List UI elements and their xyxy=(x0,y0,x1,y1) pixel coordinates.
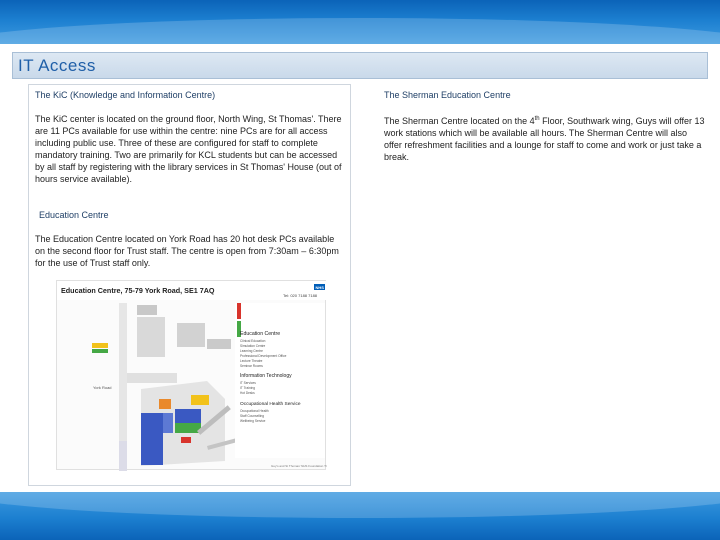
legend-section-2-line-1: IT Services xyxy=(240,381,256,385)
legend-section-1-title: Education Centre xyxy=(240,331,281,337)
sherman-heading: The Sherman Education Centre xyxy=(384,90,511,100)
sherman-superscript: th xyxy=(534,116,540,122)
legend-section-1-line-4: Professional Development Office xyxy=(240,354,287,358)
legend-section-2-line-3: Hot Desks xyxy=(240,391,255,395)
sherman-text-part-1: The Sherman Centre located on the 4 xyxy=(384,116,535,126)
legend-tab-red xyxy=(237,303,241,319)
wing-green xyxy=(175,423,201,433)
wing-blue xyxy=(175,409,201,423)
sherman-text-part-2: Floor, Southwark wing, Guys will offer 13 work stations which will be available all hours. The Sherman Centre will also offer refreshment facilities and a lounge for staff to come and work or just take a break. xyxy=(384,116,705,162)
block-grey-3 xyxy=(177,323,205,347)
sherman-description xyxy=(384,113,706,163)
legend-section-3-line-2: Staff Counselling xyxy=(240,414,265,418)
block-grey-1 xyxy=(137,305,157,315)
header-band xyxy=(0,0,720,44)
block-grey-4 xyxy=(207,339,231,349)
education-centre-heading: Education Centre xyxy=(39,210,109,220)
wing-red xyxy=(181,437,191,443)
wing-yellow xyxy=(191,395,209,405)
legend-section-2-title: Information Technology xyxy=(240,373,292,379)
legend-section-1-line-5: Lecture Theatre xyxy=(240,359,263,363)
education-centre-description: The Education Centre located on York Road has 20 hot desk PCs available on the second floor for Trust staff. The centre is open from 7:30am – 6:30pm for the use of Trust staff only. xyxy=(35,234,339,268)
education-block-blue xyxy=(141,413,163,465)
legend-section-1-line-6: Seminar Rooms xyxy=(240,364,263,368)
legend-section-1-line-1: Clinical Education xyxy=(240,339,266,343)
title-bar xyxy=(12,52,708,79)
legend-section-3-line-1: Occupational Health xyxy=(240,409,269,413)
road-label: York Road xyxy=(93,385,112,390)
wing-orange xyxy=(159,399,171,409)
nhs-logo-text: NHS xyxy=(315,285,324,290)
legend-chip-green xyxy=(92,349,108,353)
kic-description: The KiC center is located on the ground floor, North Wing, St Thomas'. There are 11 PCs available for use within the centre: nine PCs are for all access including public use. Three of these are configured for staff to complete mandatory training. Two are primarily for KCL students but can be accessed by all staff by registering with the library services in St Thomas' House (out of hours service available). xyxy=(35,114,342,184)
footer-band xyxy=(0,492,720,540)
education-block-light-blue xyxy=(163,413,173,433)
map-phone: Tel: 020 7188 7188 xyxy=(283,293,318,298)
legend-section-1-line-3: Learning Centre xyxy=(240,349,263,353)
legend-section-3-line-3: Wellbeing Service xyxy=(240,419,266,423)
legend-section-1-line-2: Simulation Centre xyxy=(240,344,266,348)
block-grey-5 xyxy=(127,373,177,383)
legend-section-2-line-2: IT Training xyxy=(240,386,255,390)
block-grey-2 xyxy=(137,317,165,357)
map-footer-note: Guy's and St Thomas' NHS Foundation Trust xyxy=(271,464,327,468)
map-svg xyxy=(57,281,327,471)
side-street-lower xyxy=(119,441,127,471)
page-title: IT Access xyxy=(18,56,96,75)
map-title: Education Centre, 75-79 York Road, SE1 7AQ xyxy=(61,286,215,295)
kic-heading: The KiC (Knowledge and Information Centre) xyxy=(35,90,216,100)
legend-chip-yellow xyxy=(92,343,108,348)
education-centre-map xyxy=(56,280,326,470)
legend-section-3-title: Occupational Health Service xyxy=(240,402,301,407)
